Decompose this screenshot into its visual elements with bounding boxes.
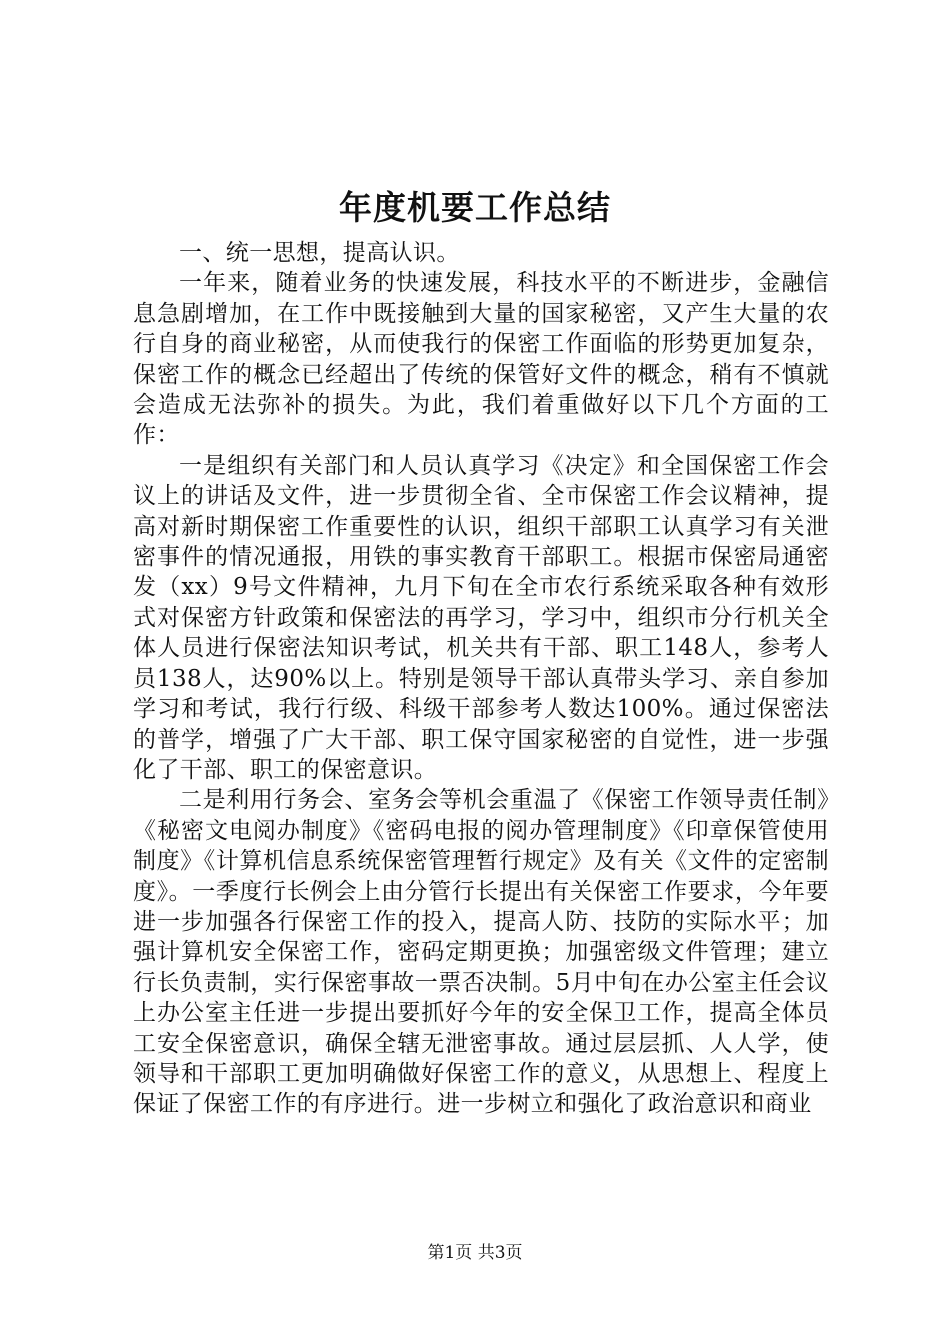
paragraph: 一是组织有关部门和人员认真学习《决定》和全国保密工作会议上的讲话及文件，进一步贯彻全省、全市保密工作会议精神，提高对新时期保密工作重要性的认识，组织干部职工认真学习有关泄密事件的情况通报，用铁的事实教育干部职工。根据市保密局通密发（xx）9号文件精神，九月下旬在全市农行系统采取各种有效形式对保密方针政策和保密法的再学习，学习中，组织市分行机关全体人员进行保密法知识考试，机关共有干部、职工148人，参考人员138人，达90%以上。特别是领导干部认真带头学习、亲自参加学习和考试，我行行级、科级干部参考人数达100%。通过保密法的普学，增强了广大干部、职工保守国家秘密的自觉性，进一步强化了干部、职工的保密意识。 [133, 452, 829, 783]
paragraph: 二是利用行务会、室务会等机会重温了《保密工作领导责任制》《秘密文电阅办制度》《密码电报的阅办管理制度》《印章保管使用制度》《计算机信息系统保密管理暂行规定》及有关《文件的定密制度》。一季度行长例会上由分管行长提出有关保密工作要求，今年要进一步加强各行保密工作的投入，提高人防、技防的实际水平；加强计算机安全保密工作，密码定期更换；加强密级文件管理；建立行长负责制，实行保密事故一票否决制。5月中旬在办公室主任会议上办公室主任进一步提出要抓好今年的安全保卫工作，提高全体员工安全保密意识，确保全辖无泄密事故。通过层层抓、人人学，使领导和干部职工更加明确做好保密工作的意义，从思想上、程度上保证了保密工作的有序进行。进一步树立和强化了政治意识和商业 [133, 787, 829, 1118]
page-number-footer: 第1页 共3页 [427, 1243, 523, 1263]
document-title: 年度机要工作总结 [339, 188, 611, 227]
paragraph: 一年来，随着业务的快速发展，科技水平的不断进步，金融信息急剧增加，在工作中既接触到大量的国家秘密，又产生大量的农行自身的商业秘密，从而使我行的保密工作面临的形势更加复杂，保密工作的概念已经超出了传统的保管好文件的概念，稍有不慎就会造成无法弥补的损失。为此，我们着重做好以下几个方面的工作： [133, 270, 829, 449]
paragraph-heading-1: 一、统一思想，提高认识。 [179, 240, 460, 266]
document-body [133, 238, 829, 1120]
